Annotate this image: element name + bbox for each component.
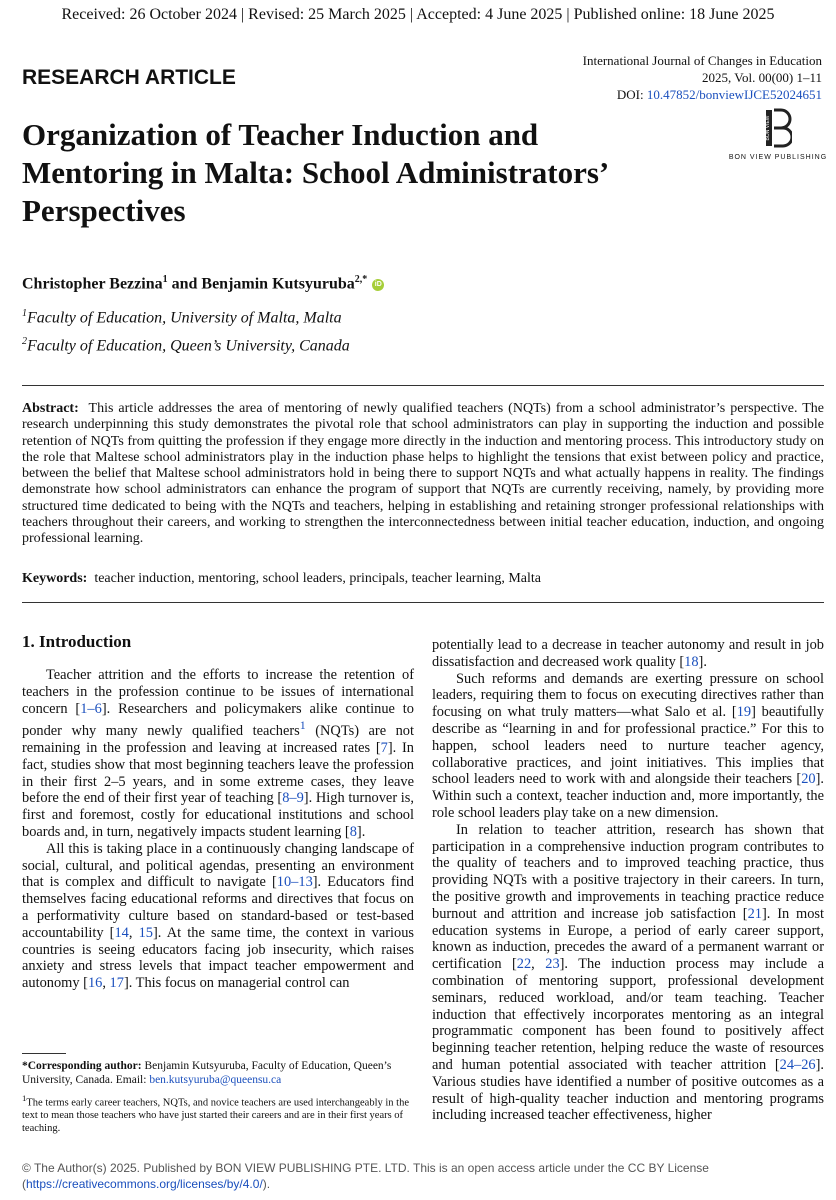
citation-link[interactable]: 24–26 <box>779 1056 816 1073</box>
citation-link[interactable]: 17 <box>109 975 124 992</box>
paper-title: Organization of Teacher Induction and Mentoring in Malta: School Administrators’ Perspectives <box>22 117 607 228</box>
affiliation-text: Faculty of Education, University of Malta, Malta <box>27 309 342 327</box>
email-link[interactable]: ben.kutsyuruba@queensu.ca <box>149 1073 282 1086</box>
journal-name: International Journal of Changes in Education <box>582 53 822 68</box>
citation-link[interactable]: 22 <box>516 956 532 973</box>
citation-link[interactable]: 21 <box>747 905 762 922</box>
logo-vertical-text: BON VIEW <box>765 115 771 141</box>
divider <box>22 385 824 386</box>
section-heading: 1. Introduction <box>22 632 132 651</box>
publication-dates: Received: 26 October 2024 | Revised: 25 March 2025 | Accepted: 4 June 2025 | Published online: 18 June 2025 <box>61 6 775 23</box>
publisher-logo <box>728 108 828 161</box>
abstract-label: Abstract: <box>22 401 79 416</box>
citation-link[interactable]: 23 <box>545 956 560 973</box>
journal-info <box>583 52 822 103</box>
license-link[interactable]: https://creativecommons.org/licenses/by/4.0/ <box>26 1177 263 1191</box>
left-column <box>22 667 414 992</box>
doi-line <box>583 86 822 103</box>
paragraph: Such reforms and demands are exerting pressure on school leaders, requiring them to focus on executing directives rather than focusing on what truly matters—what Salo et al. [19] beautifully describe as “learning in and for professional practice.” For this to happen, school leaders need to nurture teacher agency, collaborative practices, and joint initiatives. This implies that school leaders need to work with and alongside their teachers [20]. Within such a context, teacher induction and, more importantly, the role school leaders play take on a new dimension. <box>432 670 824 821</box>
corr-label: *Corresponding author: <box>22 1060 142 1072</box>
license-text: © The Author(s) 2025. Published by BON VIEW PUBLISHING PTE. LTD. This is an open access article under the CC BY License ( <box>22 1161 709 1191</box>
footnote-divider <box>22 1053 66 1054</box>
publisher-logo-text: BON VIEW PUBLISHING <box>728 154 828 161</box>
orcid-icon[interactable]: iD <box>372 279 384 291</box>
affiliation-sup: 2 <box>22 336 27 347</box>
citation-link[interactable]: 16 <box>87 975 103 992</box>
keywords-label: Keywords: <box>22 571 88 586</box>
affiliation-1 <box>22 308 342 327</box>
paragraph: All this is taking place in a continuously changing landscape of social, cultural, and political agendas, presenting an environment that is complex and difficult to navigate [10–13]. Educators find themselves facing educational reforms and directives that focus on a performativity culture based on standard-based or test-based accountability [14, 15]. At the same time, the context in various countries is seeing educators facing job insecurity, which raises anxiety and stress levels that impact teacher empowerment and autonomy [16, 17]. This focus on managerial control can <box>22 840 415 992</box>
footnote-sup: 1 <box>22 1093 27 1103</box>
citation-link[interactable]: 18 <box>684 653 699 670</box>
citation-link[interactable]: 20 <box>801 771 816 788</box>
keywords <box>22 571 541 587</box>
citation-link[interactable]: 10–13 <box>276 874 313 891</box>
article-type: RESEARCH ARTICLE <box>22 66 236 89</box>
license-footer <box>22 1160 828 1192</box>
citation-link[interactable]: 19 <box>736 704 752 721</box>
citation-link[interactable]: 15 <box>138 924 153 941</box>
corresponding-author-note <box>22 1060 414 1087</box>
license-end: ). <box>262 1177 271 1191</box>
corr-text: Benjamin Kutsyuruba, Faculty of Education, Queen’s University, Canada. Email: <box>22 1060 392 1086</box>
right-column <box>432 637 824 1124</box>
doi-link[interactable]: 10.47852/bonviewIJCE52024651 <box>646 87 822 102</box>
keywords-text: teacher induction, mentoring, school leaders, principals, teacher learning, Malta <box>94 571 541 586</box>
affiliation-2 <box>22 336 350 355</box>
paragraph: In relation to teacher attrition, research has shown that participation in a comprehensive induction program contributes to the quality of teachers and to improved teaching practice, thus providing NQTs with a positive trajectory in their careers. In turn, the positive growth and improvements in teaching practice reduce burnout and attrition and increase job satisfaction [21]. In most education systems in Europe, a period of early career support, known as induction, precedes the award of a permanent warrant or certification [22, 23]. The induction process may include a combination of mentoring support, professional development seminars, reduced workload, and/or team teaching. Teacher induction that effectively incorporates mentoring as an integral programmatic component has been found to positively affect beginning teacher retention, helping reduce the waste of resources and human potential associated with teacher attrition [24–26]. Various studies have identified a number of positive outcomes as a result of high-quality teacher induction and mentoring programs including increased teacher effectiveness, higher <box>432 821 825 1124</box>
paragraph: Teacher attrition and the efforts to increase the retention of teachers in the profession continue to be issues of international concern [1–6]. Researchers and policymakers alike continue to ponder why many newly qualified teachers$^1$ (NQTs) are not remaining in the profession and leaving at increased rates [7]. In fact, studies show that most beginning teachers leave the profession in their first 2–5 years, and in some extreme cases, they leave before the end of their first year of teaching [8–9]. High turnover is, first and foremost, costly for educational institutions and school boards and, in turn, negatively impacts student learning [8]. <box>22 667 415 840</box>
citation-link[interactable]: 8 <box>349 823 357 840</box>
author-sup: 2,* <box>354 274 368 285</box>
citation-link[interactable]: 14 <box>114 924 129 941</box>
footnote-text: The terms early career teachers, NQTs, and novice teachers are used interchangeably in the text to mean those teachers who have just started their careers and are in their first years of teaching. <box>22 1097 409 1134</box>
journal-volume: 2025, Vol. 00(00) 1–11 <box>701 70 822 85</box>
author-name: Benjamin Kutsyuruba <box>201 275 355 293</box>
abstract-text: This article addresses the area of mentoring of newly qualified teachers (NQTs) from a school administrator’s perspective. The research underpinning this study demonstrates the pivotal role that school administrators can play in supporting the induction and possible retention of NQTs from quitting the profession if they engage more directly in the induction and mentoring process. This introductory study on the role that Maltese school administrators play in the induction phase helps to highlight the tensions that exist between policy and practice, between the belief that Maltese school administrators hold in being there to support NQTs and what actually happens in reality. The findings demonstrate how school administrators can enhance the program of support that NQTs are currently receiving, namely, by providing more structured time dedicated to being with the NQTs and teachers, helping in establishing and retaining stronger professional relationships with teachers throughout their careers, and working to strengthen the interconnectedness between initial teacher education, induction, and ongoing professional learning. <box>22 401 824 547</box>
footnote-ref[interactable]: 1 <box>299 718 306 733</box>
divider <box>22 602 824 603</box>
paragraph: potentially lead to a decrease in teacher autonomy and result in job dissatisfaction and decreased work quality [18]. <box>432 637 824 670</box>
doi-label: DOI: <box>616 87 644 102</box>
author-list <box>22 274 384 293</box>
abstract <box>22 401 824 548</box>
author-name: Christopher Bezzina <box>22 275 163 293</box>
affiliation-text: Faculty of Education, Queen’s University, Canada <box>27 337 350 355</box>
affiliation-sup: 1 <box>22 308 27 319</box>
bon-view-logo-icon <box>764 108 792 148</box>
author-joiner: and <box>167 275 202 293</box>
footnote-1 <box>22 1092 414 1135</box>
citation-link[interactable]: 8–9 <box>282 790 304 807</box>
author-sup: 1 <box>162 274 168 285</box>
citation-link[interactable]: 7 <box>380 739 388 756</box>
citation-link[interactable]: 1–6 <box>80 700 102 717</box>
